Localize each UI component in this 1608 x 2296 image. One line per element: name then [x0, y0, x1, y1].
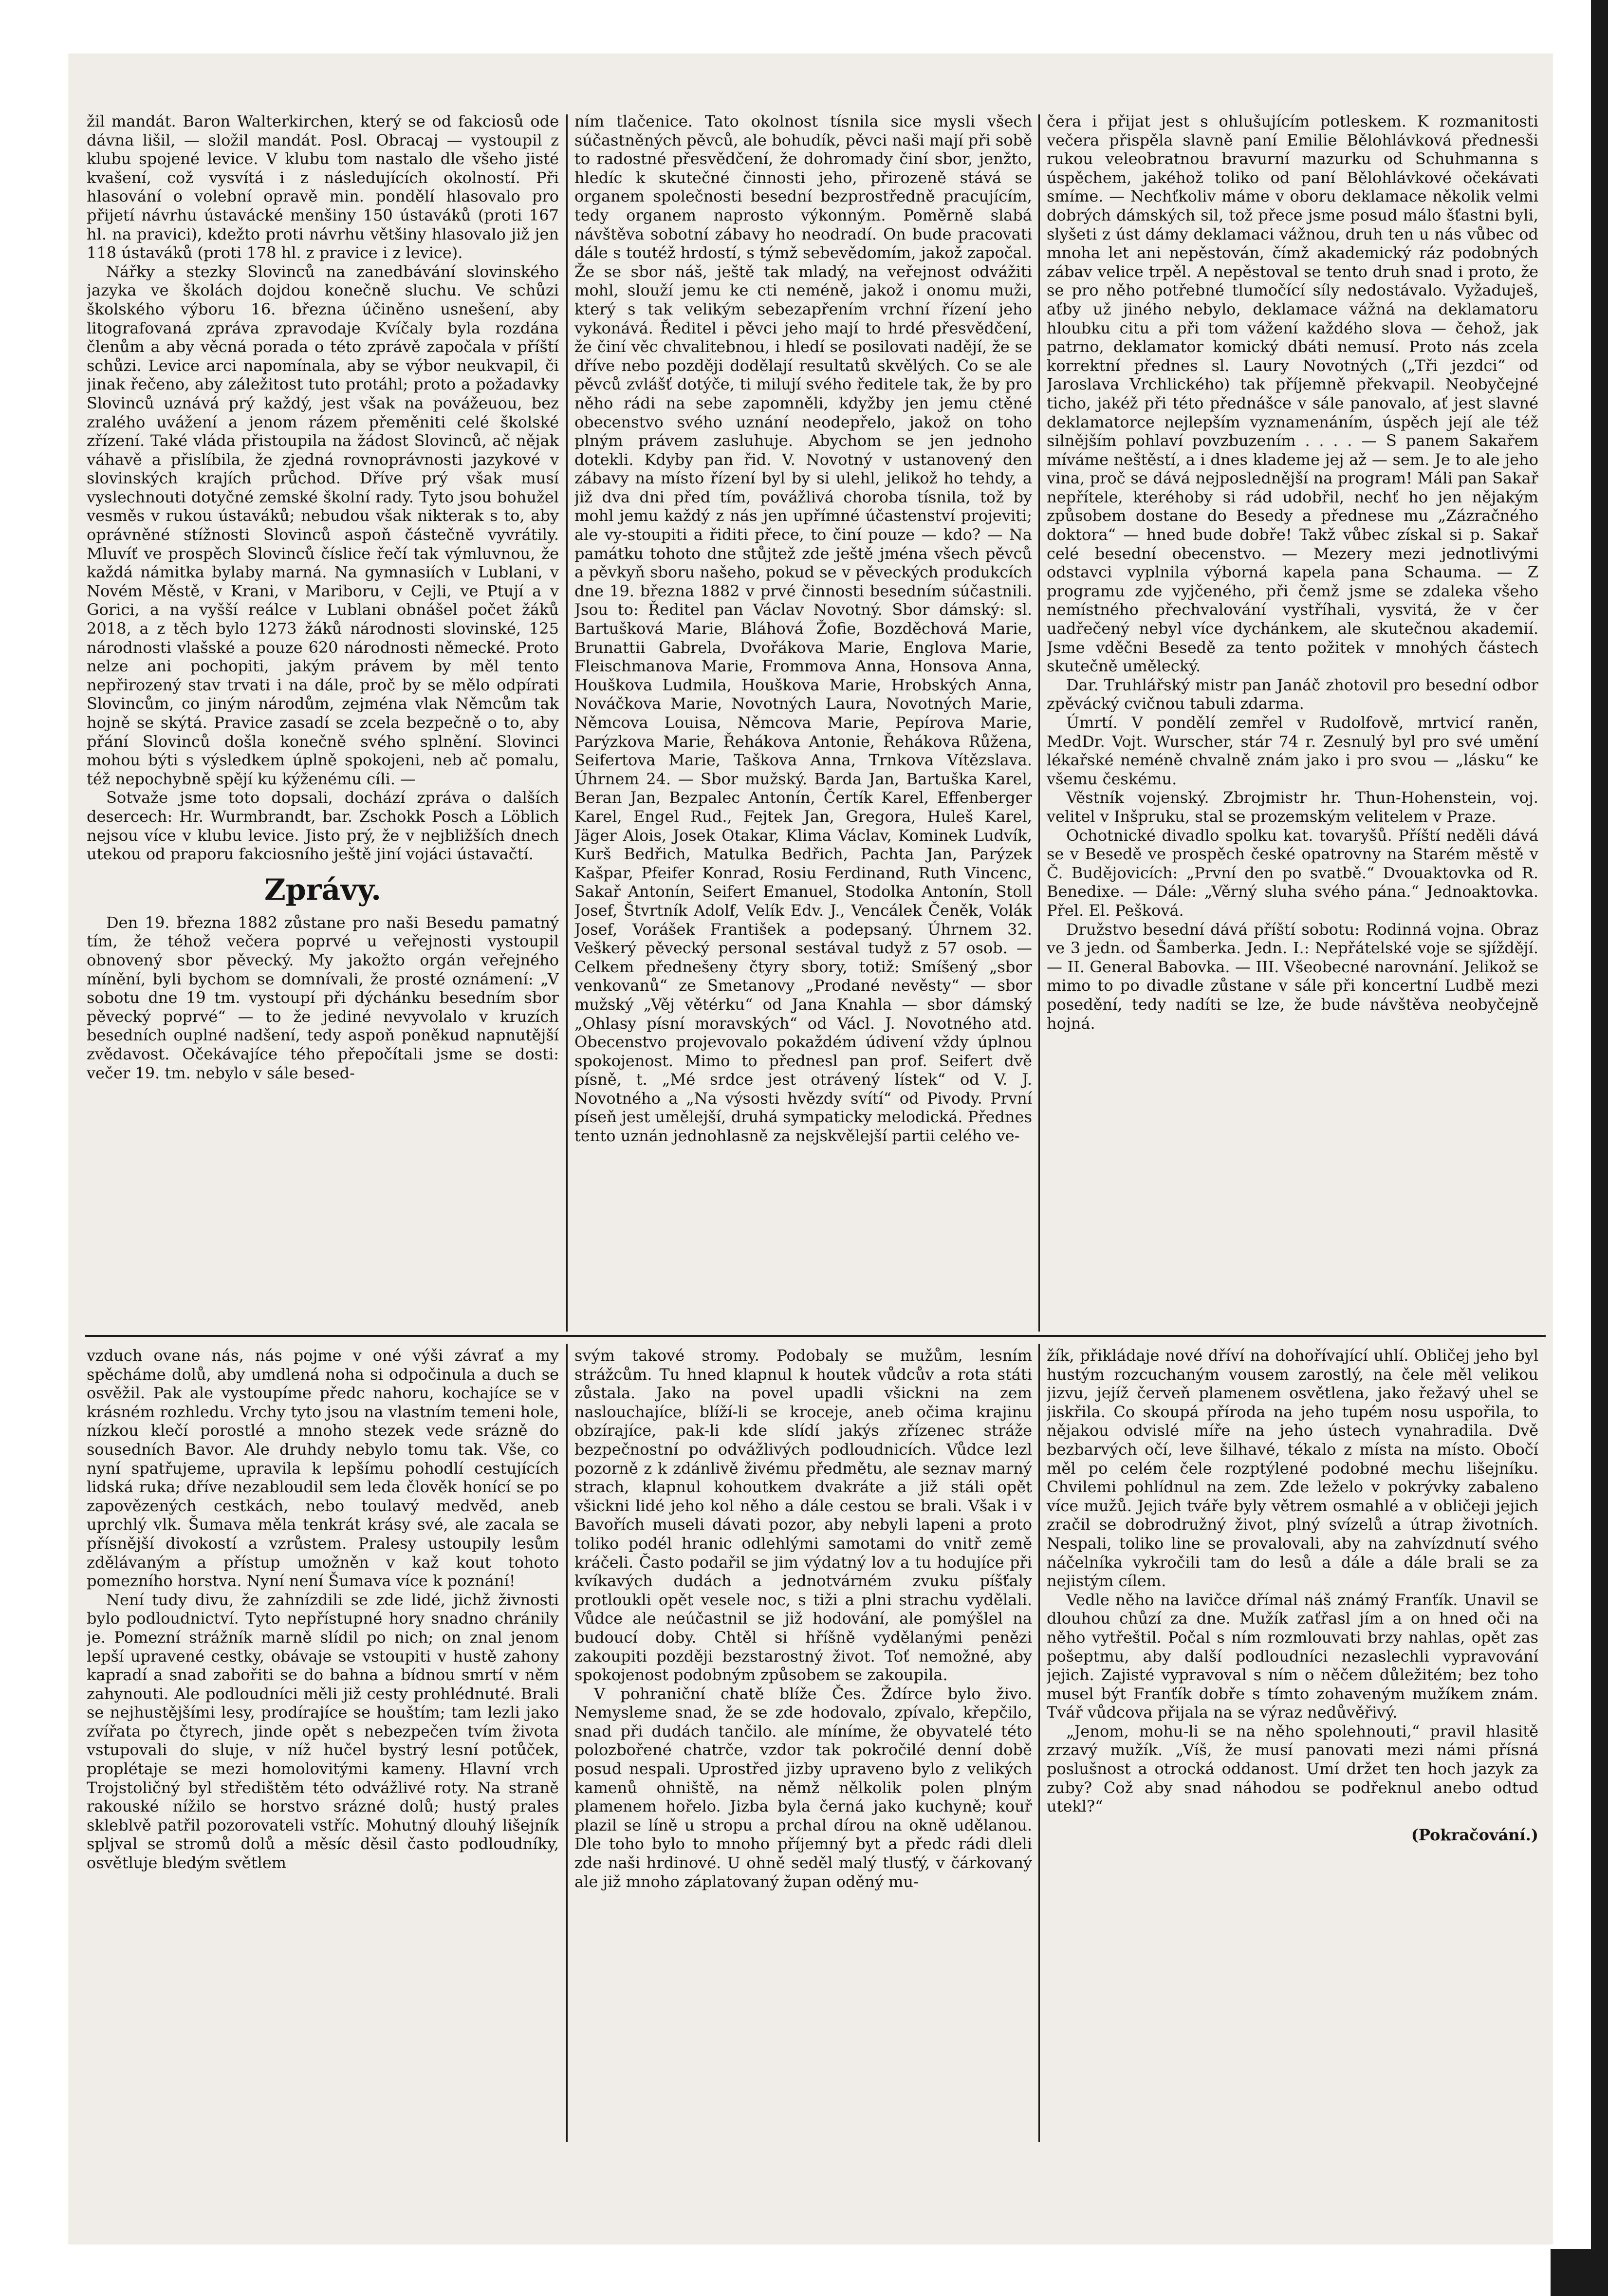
feuilleton-paragraph-5: žík, přikládaje nové dříví na dohořívající uhlí. Obličej jeho byl hustým rozcuchaným vousem zarostlý, na čele měl velikou jizvu, jejíž červeň plamenem osvětlena, jako řežavý uhel se jiskřila. Co skoupá příroda na jeho tupém nosu uspořila, to nějakou odvislé míře na jeho ústech vynahradila. Dvě bezbarvých očí, leve šilhavé, tékalo z místa na místo. Obočí měl po celém čele rozptýlené podobné mechu lišejníku. Chvilemi pohlídnul na zem. Zde leželo v pokrývky zabaleno více mužů. Jejich tváře byly větrem osmahlé a v obličeji jejich zračil se dobrodružný život, plný svízelů a útrap životních. Nespali, toliko line se provalovali, aby na zahvízdnutí svého náčelníka vykročili tam do lesů a dále a dále brali se za nejistým cílem.: [1047, 1346, 1538, 1591]
feuilleton-paragraph-7: „Jenom, mohu-li se na něho spolehnouti,“ pravil hlasitě zrzavý mužík. „Víš, že musí panovati mezi námi přísná poslušnost a otrocká oddanost. Umí držet ten hoch jazyk za zuby? Což aby snad náhodou se podřeknul anebo odtud utekl?“: [1047, 1722, 1538, 1816]
beseda-report-continued: čera i přijat jest s ohlušujícím potleskem. K rozmanitosti večera přispěla slavně paní Emilie Bělohlávková přednesši rukou veleobratnou bravurní mazurku od Schuhmanna s úspěchem, jakéhož toliko od paní Bělohlávkové očekávati smíme. — Nechťkoliv máme v oboru deklamace několik velmi dobrých dámských sil, tož přece jsme posud málo šťastni byli, slyšeti z úst dámy deklamaci vážnou, druh ten u nás vůbec od mnoha let ani nepěstován, čímž akademický ráz podobných zábav velice trpěl. A nepěstoval se tento druh snad i proto, že se pro něho potřebné tlumočící síly nedostávalo. Vyžaduješ, aťby už jiného nebylo, deklamace vážná na deklamatoru hloubku citu a při tom vážení každého slova — čehož, jak patrno, deklamator komický dbáti nemusí. Proto nás zcela korrektní přednes sl. Laury Novotných („Tři jezdci“ od Jaroslava Vrchlického) tak příjemně překvapil. Neobyčejné ticho, jakéž při této přednášce v sále panovalo, ať jest slavné deklamatorce nejlepším vyznamenáním, úspěch její ale též silnějším pohlaví povzbuzením . . . . — S panem Sakařem míváme neštěstí, a i dnes klademe jej až — sem. Je to ale jeho vina, proč se dává nejposlednější na program! Máli pan Sakař nepřítele, kteréhoby si rád udobřil, nechť ho jen nějakým způsobem dostane do Besedy a přednese mu „Zázračného doktora“ — hned bude dobře! Takž vůbec získal si p. Sakař celé besední obecenstvo. — Mezery mezi jednotlivými odstavci vyplnila výborná kapela pana Schauma. — Z programu zde vyjčeného, při čemž jsme se zdaleka všeho nemístného přechvalování vystříhali, vysvitá, že v čer uadřečený nebyl více dychánkem, ale skutečnou akademií. Jsme vděčni Besedě za tento požitek v mnohých částech skutečně umělecký.: [1047, 112, 1538, 676]
politics-paragraph-deserters: Sotvaže jsme toto dopsali, dochází zpráva o dalších desercech: Hr. Wurmbrandt, bar. Zschokk Posch a Löblich nejsou více v klubu levice. Jisto prý, že v nejbližších dnech utekou od praporu fakciosního ještě jiní vojáci ústavačtí.: [87, 788, 559, 864]
news-item-umrti: Úmrtí. V pondělí zemřel v Rudolfově, mrtvicí raněn, MedDr. Vojt. Wurscher, stár 74 r. Zesnulý byl pro své umění lékařské neméně chvalně znám jako i pro svou — „lásku“ ke všemu českému.: [1047, 713, 1538, 788]
news-item-ochotnicke-divadlo: Ochotnické divadlo spolku kat. tovaryšů. Příští neděli dává se v Besedě ve prospěch české opatrovny na Starém městě v Č. Budějovicích: „První den po svatbě.“ Dvouaktovka od R. Benedixe. — Dále: „Věrný sluha svého pána.“ Jednoaktovka. Přel. El. Pešková.: [1047, 826, 1538, 920]
feuilleton-paragraph-1: vzduch ovane nás, nás pojme v oné výši závrať a my spěcháme dolů, aby umdlená noha si odpočinula a duch se osvěžil. Pak ale vystoupíme předc nahoru, kochajíce se v krásném rozhledu. Vrchy tyto jsou na vlastním temeni hole, nízkou klečí porostlé a mnoho stezek vede srázně do sousedních Bavor. Ale druhdy nebylo tomu tak. Vše, co nyní spatřujeme, upravila k lepšímu pohodlí cestujících lidská ruka; dříve nezabloudil sem leda člověk honící se po zapovězených cestkách, nebo toulavý medvěd, aneb uprchlý vlk. Šumava měla tenkrát krásy své, ale zacala se přísnější divokostí a vzrůstem. Pralesy ustoupily lesům zdělávaným a přístup umožněn v kaž kout tohoto pomezního horstva. Nyní není Šumava více k poznání!: [87, 1346, 559, 1591]
section-heading-zpravy: Zprávy.: [264, 872, 381, 907]
feuilleton-paragraph-2: Není tudy divu, že zahnízdili se zde lidé, jichž živnosti bylo podloudnictví. Tyto nepřístupné hory snadno chránily je. Pomezní strážník marně slídil po nich; on znal jenom lepší upravené cestky, obávaje se vstoupiti v hustě zahony kapradí a snad zabořiti se do bahna a bídnou smrtí v něm zahynouti. Ale podloudníci měli již cesty prohlédnuté. Brali se nejhustějšími lesy, prodírajíce se houštím; tam lezli jako zvířata po čtyrech, jinde opět s nebezpečen tvím života vstupovali do sluje, v níž hučel bystrý lesní potůček, proplétaje se mezi homolovitými kameny. Hlavní vrch Trojstoličný byl středištěm této odvážlivé roty. Na straně rakouské nížilo se horstvo srázné dolů; hustý prales skleblvě patřil pozorovateli vstříc. Mohutný dlouhý lišejník spljval se stromů dolů a měsíc děsil často podloudníky, osvětluje bledým světlem: [87, 1590, 559, 1872]
feuilleton-paragraph-4: V pohraniční chatě blíže Čes. Ždírce bylo živo. Nemysleme snad, že se zde hodovalo, zpívalo, křepčilo, snad při dudách tančilo. ale míníme, že obyvatelé této polozbořené chatrče, vzdor tak pokročilé denní době posud nespali. Uprostřed jizby upraveno bylo z velikých kamenů ohniště, na němž nělkolik polen plným plamenem hořelo. Jizba byla černá jako kuchyně; kouř plazil se líně u stropu a prchal dírou na okně udělanou. Dle toho bylo to mnoho příjemný byt a předc rádi dleli zde naši hrdinové. U ohně seděl malý tlusťý, v čárkovaný ale již mnoho záplatovaný župan oděný mu-: [574, 1684, 1032, 1891]
feuilleton-column-2: [574, 1346, 1032, 2145]
feuilleton-divider: [85, 1335, 1546, 1337]
feuilleton-column-1: [87, 1346, 559, 2145]
upper-column-2: [574, 112, 1032, 1332]
feuilleton-paragraph-6: Vedle něho na lavičce dřímal náš známý Franťík. Unavil se dlouhou chůzí za dne. Mužík zaťřasl jím a on hned oči na něho vytřeštil. Počal s ním rozmlouvati brzy nahlas, opět zas pošeptmu, aby další podloudníci nezaslechli vypravování jejich. Zajisté vypravoval s ním o něčem důležitém; bez toho musel být Franťík dobře s tímto zohaveným mužíkem znám. Tvář vůdcova přijala na se výraz nedůvěřivý.: [1047, 1590, 1538, 1722]
news-item-dar: Dar. Truhlářský mistr pan Janáč zhotovil pro besední odbor zpěvácký cvičnou tabuli zdarma.: [1047, 675, 1538, 713]
column-rule-lower-1: [566, 1344, 568, 2142]
scan-edge-bottom: [1551, 2249, 1608, 2296]
column-rule-upper-1: [566, 114, 568, 1332]
feuilleton-paragraph-3: svým takové stromy. Podobaly se mužům, lesním strážcům. Tu hned klapnul k houtek vůdcův a rota státi zůstala. Jako na povel upadli všickni na zem naslouchajíce, blíží-li se kroceje, aneb očima krajinu obzírajíce, pak-li kde slídí jakýs zřízenec stráže bezpečnostní po odvážlivých podloudnicích. Vůdce lezl pozorně z k zdánlivě živému předmětu, ale seznav marný strach, klapnul kohoutkem dvakráte a již stáli opět všickni lidé jeho kol něho a dále cestou se brali. Však i v Bavořích museli dávati pozor, aby nebyli lapeni a proto toliko podél hranic odlehlými samotami do vnitř země kráčeli. Často podařil se jim výdatný lov a tu hodujíce při kvíkavých dudách a jednotvárném zvuku píšťaly protloukli opět vesele noc, s tiži a plni strachu vydělali. Vůdce ale neúčastnil se již hodování, ale pomýšlel na budoucí doby. Chtěl si hříšně vydělanými penězi zakoupiti později bezstarostný život. Toť nemožné, aby spokojenost podobným způsobem se zakoupila.: [574, 1346, 1032, 1685]
column-rule-lower-2: [1038, 1344, 1040, 2142]
politics-paragraph-1: žil mandát. Baron Walterkirchen, který se od fakciosů ode dávna lišil, — složil mandát. Posl. Obracaj — vystoupil z klubu spojené levice. V klubu tom nastalo dle všeho jisté kvašení, což vysvítá i z následujících okolností. Při hlasování o volební opravě min. pondělí hlasovalo pro přijetí návrhu ústavácké menšiny 150 ústaváků (proti 167 hl. na pravici), kdežto proti návrhu většiny hlasovalo již jen 118 ústaváků (proti 178 hl. z pravice i z levice).: [87, 112, 559, 262]
politics-paragraph-slovinci: Nářky a stezky Slovinců na zanedbávání slovinského jazyka ve školách dojdou konečně sluchu. Ve schůzi školského výboru 16. března účiněno usnešení, aby litografovaná zpráva zpravodaje Kvíčaly byla rozdána členům a aby věcná porada o této zprávě započala v příští schůzi. Levice arci napomínala, aby se výbor neukvapil, či jinak řečeno, aby záležitost tuto protáhl; proto a požadavky Slovinců uznává prý každý, jest však na povážeuou, bez zralého uvážení a jenom rázem přeměniti celé školské zřízení. Také vláda přistoupila na žádost Slovinců, ač nějak váhavě a přislíbila, že zjedná rovnoprávnosti jazykové v slovinských krajích průchod. Dříve prý však musí vyslechnouti dotyčné zemské školní rady. Tyto jsou bohužel vesměs v rukou ústaváků; nebudou však nikterak s to, aby oprávněné stížnosti Slovinců aspoň částečně vyvrátily. Mluvíť ve prospěch Slovinců číslice řečí tak výmluvnou, že každá námitka bylaby marná. Na gymnasiích v Lublani, v Novém Městě, v Krani, v Mariboru, v Cejli, ve Ptují a v Gorici, a na vyšší reálce v Lublani obnášel počet žáků 2018, a z těch bylo 1273 žáků národnosti slovinské, 125 národnosti vlašské a pouze 620 národnosti německé. Proto nelze ani pochopiti, jakým právem by měl tento nepřirozený stav trvati i na dále, proč by se mělo odpírati Slovincům, co jiným národům, zejména vlak Němcům tak hojně se skýtá. Pravice zasadí se zcela bezpečně o to, aby přání Slovinců došla konečně svého splnění. Slovinci mohou býti s výsledkem úplně spokojeni, neb ač pomalu, též nepochybně spějí ku kýženému cíli. —: [87, 262, 559, 788]
news-paragraph-beseda: Den 19. března 1882 zůstane pro naši Besedu pamatný tím, že téhož večera poprvé u veřejnosti vystoupil obnovený sbor pěvecký. My jakožto orgán veřejného mínění, byli bychom se domnívali, že prosté oznámení: „V sobotu dne 19 tm. vystoupí při dýchánku besedním sbor pěvecký poprvé“ — to že jediné nevyvolalo v kruzích besedních ouplné nadšení, tedy aspoň poněkud napnutější zvědavost. Očekávajíce tého přepočítali jsme se dosti: večer 19. tm. nebylo v sále besed-: [87, 913, 559, 1082]
continuation-note: (Pokračování.): [1411, 1825, 1538, 1844]
scan-edge-right: [1591, 0, 1608, 2296]
column-rule-upper-2: [1038, 114, 1040, 1332]
beseda-report-paragraph: ním tlačenice. Tato okolnost tísnila sice mysli všech súčastněných pěvců, ale bohudík, pěvci naši mají při sobě to radostné přesvědčení, že dohromady činí sbor, jenžto, hledíc k skutečné činnosti jeho, přirozeně stává se organem společnosti besední bezprostředně pracujícím, tedy organem naprosto výkonným. Poměrně slabá návštěva sobotní zábavy ho neodradí. On bude pracovati dále s toutéž hrdostí, s týmž sebevědomím, jakož započal. Že se sbor náš, ještě tak mladý, na veřejnost odvážiti mohl, slouží jemu ke cti neméně, jakož i onomu muži, který s tak velikým sebezapřením vrchní řízení jeho vykonává. Ředitel i pěvci jeho mají to hrdé přesvědčení, že činí věc chvalitebnou, i hledí se posilovati nadějí, že se dříve nebo později dodělají resultatů skvělých. Co se ale pěvců zvlášť dotýče, ti milují svého ředitele tak, že by pro něho rádi na sebe zapomněli, kdyžby jen jemu ctěné obecenstvo svého uznání neodepřelo, jakož on toho plným právem zasluhuje. Abychom se jen jednoho dotekli. Kdyby pan řid. V. Novotný v ustanovený den zábavy na místo řízení byl by si ulehl, jelikož ho tehdy, a již dva dni před tím, povážlivá choroba tísnila, tož by mohl jemu každý z nás jen upřímné účastenství projeviti; ale vy-stoupiti a řiditi přece, to činí pouze — kdo? — Na památku tohoto dne stůjtež zde ještě jména všech pěvců a pěvkyň sboru našeho, pokud se v pěveckých produkcích dne 19. března 1882 v prvé činnosti besedním súčastnili. Jsou to: Ředitel pan Václav Novotný. Sbor dámský: sl. Bartušková Marie, Bláhová Žofie, Bozděchová Marie, Brunattii Gabrela, Dvořákova Marie, Englova Marie, Fleischmanova Marie, Frommova Anna, Honsova Anna, Houškova Ludmila, Houškova Marie, Hrobských Anna, Nováčkova Marie, Novotných Laura, Novotných Marie, Němcova Louisa, Němcova Marie, Pepírova Marie, Parýzkova Marie, Řehákova Antonie, Řehákova Růžena, Seifertova Marie, Taškova Anna, Trnkova Vítězslava. Úhrnem 24. — Sbor mužský. Barda Jan, Bartuška Karel, Beran Jan, Bezpalec Antonín, Čertík Karel, Effenberger Karel, Engel Rud., Fejtek Jan, Gregora, Huleš Karel, Jäger Alois, Josek Otakar, Klima Václav, Kominek Ludvík, Kurš Bedřich, Matulka Bedřich, Pachta Jan, Parýzek Kašpar, Pfeifer Konrad, Rosiu Ferdinand, Ruth Vincenc, Sakař Antonín, Seifert Emanuel, Stodolka Antonín, Stoll Josef, Štvrtník Adolf, Velík Edv. J., Vencálek Čeněk, Volák Josef, Vorášek František a podepsaný. Úhrnem 32. Veškerý pěvecký personal sestával tudyž z 57 osob. — Celkem přednešeny čtyry sbory, totiž: Smíšený „sbor venkovanů“ ze Smetanovy „Prodané nevěsty“ — sbor mužský „Věj větérku“ od Jana Knahla — sbor dámský „Ohlasy písní moravských“ od Václ. J. Novotného atd. Obecenstvo projevovalo pokaždém údivení vždy úplnou spokojenost. Mimo to přednesl pan prof. Seifert dvě písně, t. „Mé srdce jest otrávený lístek“ od V. J. Novotného a „Na výsosti hvězdy svítí“ od Pivody. První píseň jest umělejší, druhá sympaticky melodická. Přednes tento uznán jednohlasně za nejskvělejší partii celého ve-: [574, 112, 1032, 1146]
upper-column-3: [1047, 112, 1538, 1332]
news-item-vestnik-vojensky: Věstník vojenský. Zbrojmistr hr. Thun-Hohenstein, voj. velitel v Inšpruku, stal se prozemským velitelem v Praze.: [1047, 788, 1538, 826]
feuilleton-column-3: [1047, 1346, 1538, 2145]
news-item-druzstvo-besedni: Družstvo besední dává příští sobotu: Rodinná vojna. Obraz ve 3 jedn. od Šamberka. Jedn. I.: Nepřátelské voje se sjíždějí. — II. General Babovka. — III. Všeobecné narovnání. Jelikož se mimo to po divadle zůstane v sále při koncertní Ludbě mezi posedění, tedy nadíti se lze, že bude návštěva neobyčejně hojná.: [1047, 920, 1538, 1033]
upper-column-1: [87, 112, 559, 1332]
